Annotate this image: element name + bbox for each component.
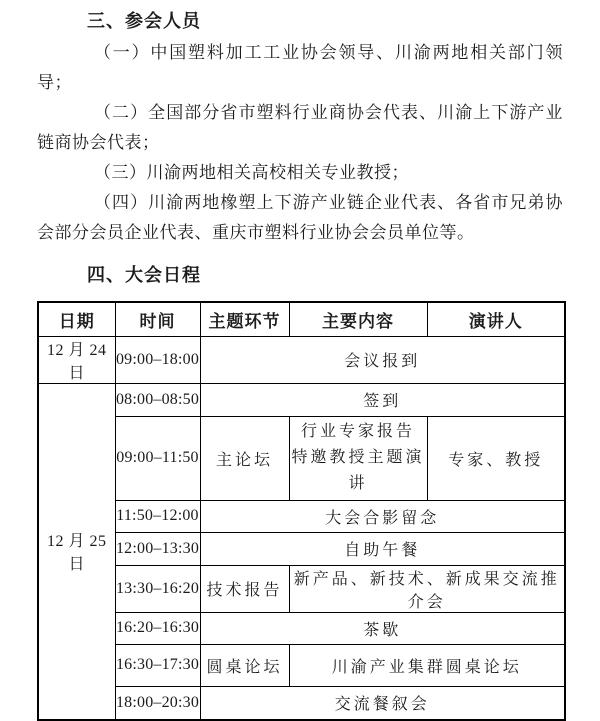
content-cell: 大会合影留念 (200, 500, 565, 532)
participants-item-1: （一）中国塑料加工工业协会领导、川渝两地相关部门领导； (37, 43, 563, 92)
content-cell: 自助午餐 (200, 532, 565, 565)
time-cell: 09:00–11:50 (115, 416, 200, 500)
table-row (38, 383, 565, 416)
content-line-1: 行业专家报告 (300, 423, 415, 440)
time-cell: 12:00–13:30 (115, 532, 200, 565)
table-row (38, 644, 565, 686)
time-cell: 08:00–08:50 (115, 383, 200, 416)
content-cell (289, 416, 427, 500)
table-row (38, 612, 565, 644)
time-cell: 13:30–16:20 (115, 565, 200, 612)
header-cell-speaker: 演讲人 (427, 302, 565, 336)
table-row (38, 565, 565, 612)
participants-paragraphs (37, 38, 563, 248)
participants-item-3: （三）川渝两地相关高校相关专业教授； (94, 163, 409, 182)
table-row (38, 500, 565, 532)
header-cell-time: 时间 (115, 302, 200, 336)
table-row (38, 686, 565, 720)
table-row-day1 (38, 336, 565, 383)
table-row (38, 532, 565, 565)
content-cell: 茶歇 (200, 612, 565, 644)
section-heading-agenda: 四、大会日程 (87, 265, 201, 285)
content-cell: 签到 (200, 383, 565, 416)
content-cell: 川渝产业集群圆桌论坛 (289, 644, 565, 686)
time-cell: 18:00–20:30 (115, 686, 200, 720)
table-header-row (38, 302, 565, 336)
date-cell-day2: 12 月 25 日 (38, 383, 115, 720)
content-cell: 交流餐叙会 (200, 686, 565, 720)
content-cell: 新产品、新技术、新成果交流推介会 (289, 565, 565, 612)
time-cell: 16:20–16:30 (115, 612, 200, 644)
header-cell-date: 日期 (38, 302, 115, 336)
participants-item-2: （二）全国部分省市塑料行业商协会代表、川渝上下游产业链商协会代表； (37, 103, 563, 152)
session-cell: 主论坛 (200, 416, 289, 500)
content-line-2: 特邀教授主题演讲 (291, 449, 425, 492)
speaker-cell: 专家、教授 (427, 416, 565, 500)
time-cell: 09:00–18:00 (115, 336, 200, 383)
table-row (38, 416, 565, 500)
time-cell: 16:30–17:30 (115, 644, 200, 686)
session-cell: 圆桌论坛 (200, 644, 289, 686)
session-cell: 技术报告 (200, 565, 289, 612)
header-cell-session: 主题环节 (200, 302, 289, 336)
time-cell: 11:50–12:00 (115, 500, 200, 532)
header-cell-content: 主要内容 (289, 302, 427, 336)
date-cell-day1: 12 月 24 日 (38, 336, 115, 383)
agenda-table (37, 301, 566, 721)
participants-item-4: （四）川渝两地橡塑上下游产业链企业代表、各省市兄弟协会部分会员企业代表、重庆市塑料行业协会会员单位等。 (37, 193, 563, 242)
content-cell: 会议报到 (200, 336, 565, 383)
section-heading-participants: 三、参会人员 (87, 11, 201, 31)
